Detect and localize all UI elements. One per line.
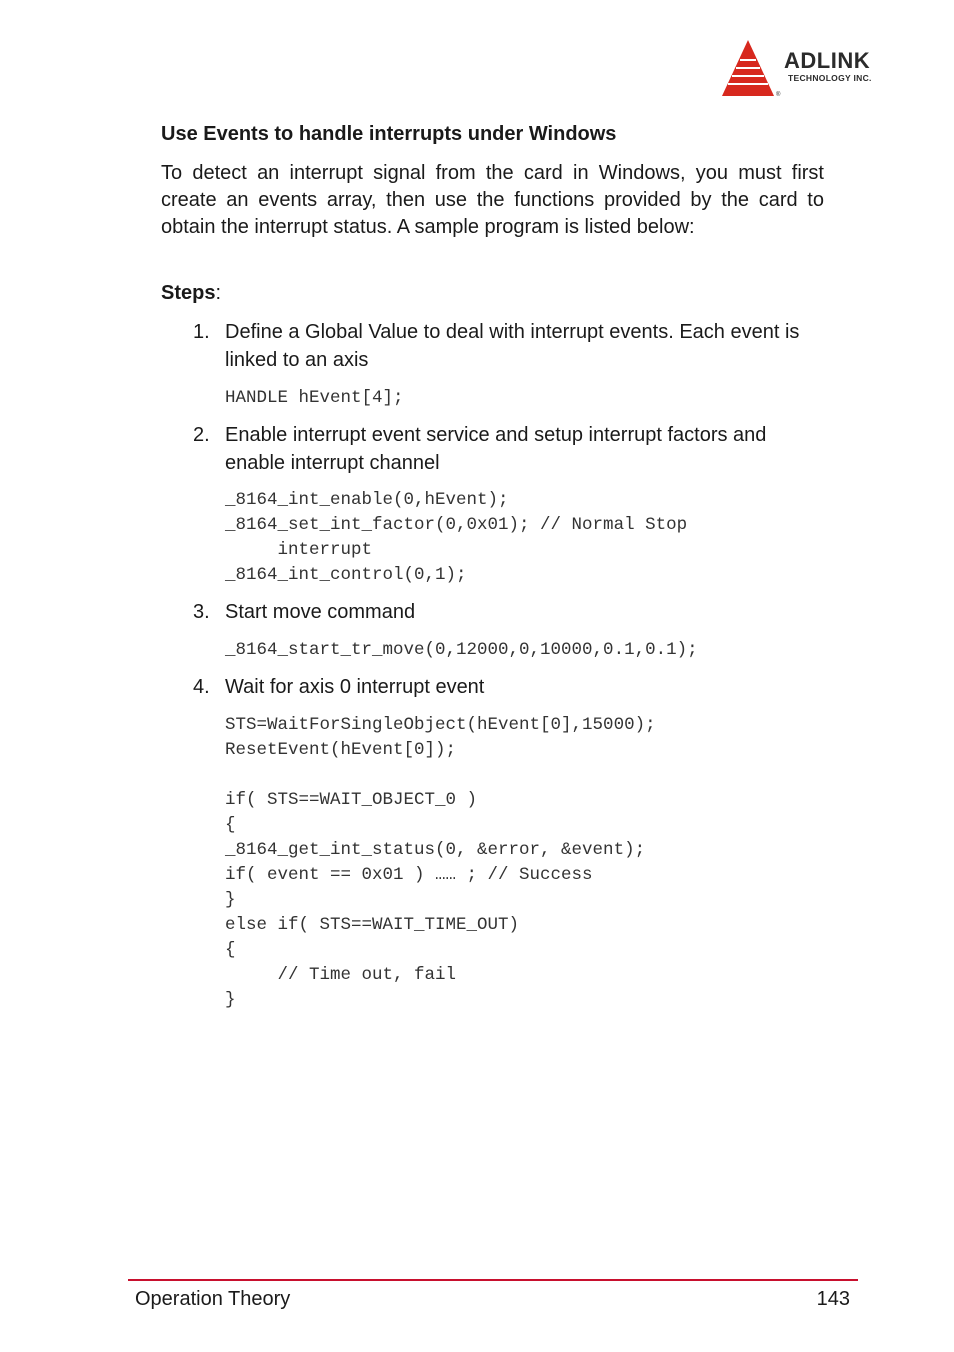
step-number: 4. [193,676,210,698]
step-number: 2. [193,424,210,446]
step-text: Define a Global Value to deal with interrupt events. Each event is linked to an axis [225,321,800,371]
steps-label [161,282,221,305]
footer-section-title: Operation Theory [135,1288,291,1310]
code-block-4: STS=WaitForSingleObject(hEvent[0],15000); ResetEvent(hEvent[0]); if( STS==WAIT_OBJECT_0 ) { _8164_get_int_status(0, &error, &event); if( event == 0x01 ) …… ; // Success } else if( STS==WAIT_TIME_OUT) { // Time out, fail } [225,715,656,1010]
step-number: 1. [193,321,210,343]
step-number: 3. [193,601,210,623]
code-block-1: HANDLE hEvent[4]; [225,388,404,408]
page-number: 143 [816,1288,850,1310]
footer-rule [128,1279,858,1281]
code-block-3: _8164_start_tr_move(0,12000,0,10000,0.1,0.1); [225,640,698,660]
adlink-triangle-icon [722,38,782,100]
code-block-2: _8164_int_enable(0,hEvent); _8164_set_int_factor(0,0x01); // Normal Stop interrupt _8164_int_control(0,1); [225,490,688,585]
step-text: Start move command [225,601,416,623]
steps-label-text: Steps [161,282,216,304]
svg-text:®: ® [776,92,781,98]
section-heading: Use Events to handle interrupts under Windows [161,123,617,145]
logo-wordmark: ADLINK [784,48,871,73]
step-text: Enable interrupt event service and setup interrupt factors and enable interrupt channel [225,424,767,474]
intro-paragraph: To detect an interrupt signal from the card in Windows, you must first create an events array, then use the functions provided by the card to obtain the interrupt status. A sample program is listed below: [161,162,824,238]
step-text: Wait for axis 0 interrupt event [225,676,485,698]
logo-subtitle: TECHNOLOGY INC. [788,73,872,83]
adlink-logo [722,38,912,100]
steps-label-colon: : [215,282,222,304]
